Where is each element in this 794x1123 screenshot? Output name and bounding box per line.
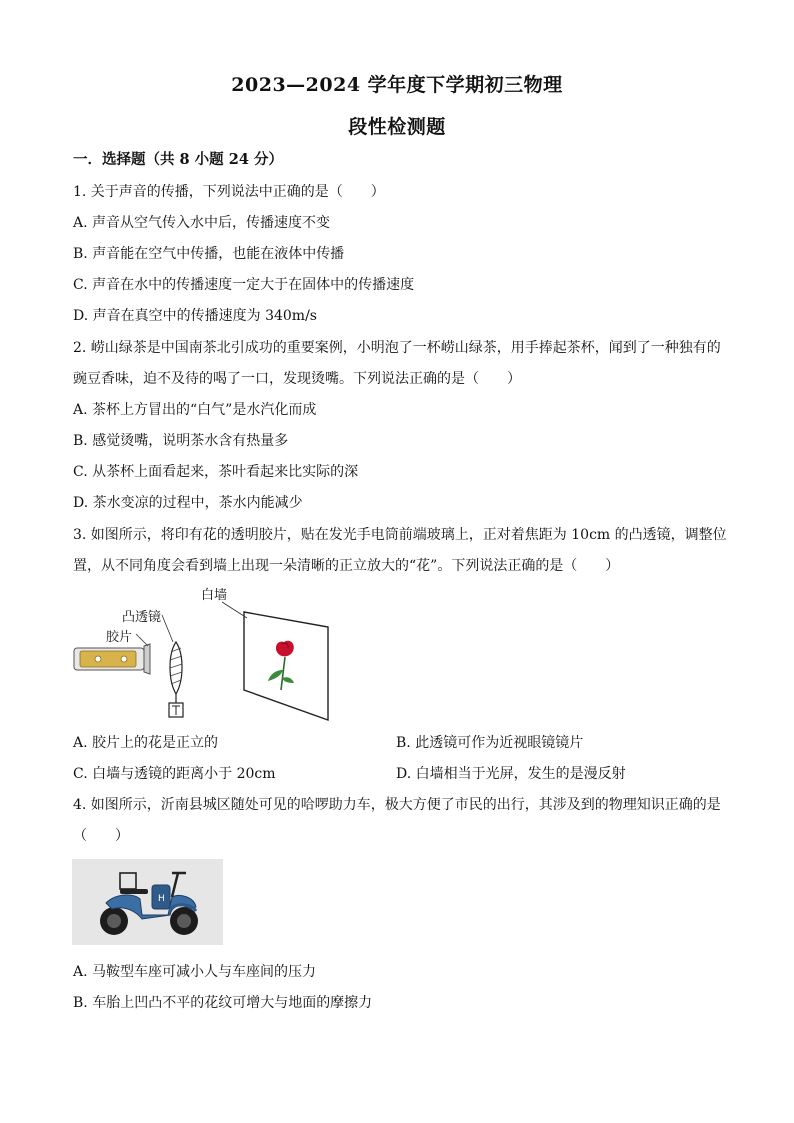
film-label: 胶片 — [106, 630, 133, 645]
flashlight-shape — [74, 644, 150, 674]
exam-title-line1: 2023—2024 学年度下学期初三物理 — [231, 74, 563, 96]
flashlight-lens-wall-illustration — [72, 582, 342, 722]
q4-stem-line1: 4. 如图所示，沂南县城区随处可见的哈啰助力车，极大方便了市民的出行，其涉及到的物理知识正确的是 — [73, 797, 721, 813]
q4-option-a: A. 马鞍型车座可减小人与车座间的压力 — [73, 964, 317, 980]
exam-title-line2: 段性检测题 — [348, 116, 446, 138]
film-pointer-line — [136, 634, 148, 646]
q3-stem-line1: 3. 如图所示，将印有花的透明胶片，贴在发光手电筒前端玻璃上，正对着焦距为 10cm 的凸透镜，调整位 — [73, 527, 727, 543]
q4-stem-line2: （ ） — [73, 828, 129, 844]
lens-pointer-line — [162, 615, 173, 642]
svg-text:H: H — [158, 894, 165, 904]
q2-option-c: C. 从茶杯上面看起来，茶叶看起来比实际的深 — [73, 464, 359, 480]
white-wall-shape — [244, 612, 328, 720]
ebike-illustration — [72, 859, 223, 945]
q3-option-d: D. 白墙相当于光屏，发生的是漫反射 — [396, 766, 626, 782]
q1-option-b: B. 声音能在空气中传播，也能在液体中传播 — [73, 246, 345, 262]
q3-option-a: A. 胶片上的花是正立的 — [73, 735, 219, 751]
q3-option-c: C. 白墙与透镜的距离小于 20cm — [73, 766, 276, 782]
wall-pointer-line — [222, 602, 247, 618]
convex-lens-shape — [169, 642, 183, 717]
q3-figure — [72, 582, 342, 722]
q3-option-b: B. 此透镜可作为近视眼镜镜片 — [396, 735, 584, 751]
q2-stem-line2: 豌豆香味，迫不及待的喝了一口，发现烫嘴。下列说法正确的是（ ） — [73, 371, 521, 387]
q1-option-c: C. 声音在水中的传播速度一定大于在固体中的传播速度 — [73, 277, 415, 293]
q1-option-a: A. 声音从空气传入水中后，传播速度不变 — [73, 215, 331, 231]
q2-option-d: D. 茶水变凉的过程中，茶水内能减少 — [73, 495, 303, 511]
q1-stem: 1. 关于声音的传播，下列说法中正确的是（ ） — [73, 184, 385, 200]
q4-option-b: B. 车胎上凹凸不平的花纹可增大与地面的摩擦力 — [73, 995, 373, 1011]
section-heading: 一．选择题（共 8 小题 24 分） — [73, 151, 283, 168]
wall-label: 白墙 — [201, 588, 228, 603]
q3-stem-line2: 置，从不同角度会看到墙上出现一朵清晰的正立放大的“花”。下列说法正确的是（ ） — [73, 558, 620, 574]
q2-option-a: A. 茶杯上方冒出的“白气”是水汽化而成 — [73, 402, 317, 418]
q2-stem-line1: 2. 崂山绿茶是中国南茶北引成功的重要案例，小明泡了一杯崂山绿茶，用手捧起茶杯，闻到了一种独有的 — [73, 340, 721, 356]
lens-label: 凸透镜 — [122, 610, 162, 625]
q1-option-d: D. 声音在真空中的传播速度为 340m/s — [73, 308, 317, 324]
q2-option-b: B. 感觉烫嘴，说明茶水含有热量多 — [73, 433, 289, 449]
q4-figure — [72, 859, 223, 945]
